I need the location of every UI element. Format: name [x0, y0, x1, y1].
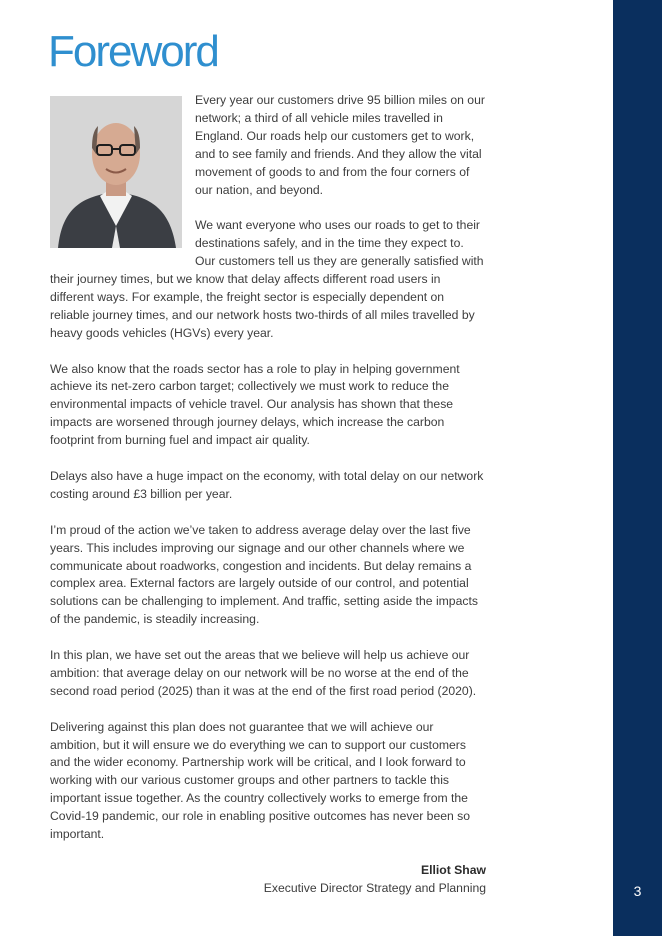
signature-name: Elliot Shaw [420, 862, 486, 877]
paragraph: Delivering against this plan does not guarantee that we will achieve our ambition, but it will ensure we do everything we can to support our customers and the wider economy. Partnership work will be critical, and I look forward to working with our various customer groups and other partners to tackle this important issue together. As the country collectively works to emerge from the Covid-19 pandemic, our role in enabling positive outcomes has never been so important. [50, 719, 471, 842]
portrait-icon [50, 96, 182, 248]
signature-block [50, 862, 486, 898]
paragraph: We want everyone who uses our roads to get to their destinations safely, and in the time they expect to. Our customers tell us they are generally satisfied with their journey times, but we know that delay affects different road users in different ways. For example, the freight sector is especially dependent on reliable journey times, and our network hosts two-thirds of all miles travelled by heavy goods vehicles (HGVs) every year. [50, 218, 484, 340]
paragraph: I’m proud of the action we’ve taken to address average delay over the last five years. This includes improving our signage and our other channels where we communicate about roadworks, congestion and incidents. But delay remains a complex area. External factors are largely outside of our control, and potential solutions can be challenging to implement. And traffic, setting aside the impacts of the pandemic, is steadily increasing. [50, 522, 478, 627]
paragraph: In this plan, we have set out the areas that we believe will help us achieve our ambition: that average delay on our network will be no worse at the end of the second road period (2025) than it was at the end of the first road period (2020). [50, 648, 477, 698]
paragraph: We also know that the roads sector has a role to play in helping government achieve its net-zero carbon target; collectively we must work to reduce the environmental impacts of vehicle travel. Our analysis has shown that these impacts are worsened through journey delays, which increase the carbon footprint from burning fuel and impact air quality. [50, 361, 460, 448]
signature-role: Executive Director Strategy and Planning [263, 880, 486, 895]
page-title: Foreword [48, 27, 218, 76]
page-number: 3 [633, 883, 642, 899]
portrait-photo [50, 96, 182, 248]
paragraph: Every year our customers drive 95 billion miles on our network; a third of all vehicle miles travelled in England. Our roads help our customers get to work, and to see family and friends. And they allow the vital movement of goods to and from the four corners of our nation, and beyond. [195, 93, 485, 197]
paragraph: Delays also have a huge impact on the economy, with total delay on our network costing around £3 billion per year. [50, 468, 484, 501]
foreword-body [50, 92, 486, 898]
side-bar [613, 0, 662, 936]
